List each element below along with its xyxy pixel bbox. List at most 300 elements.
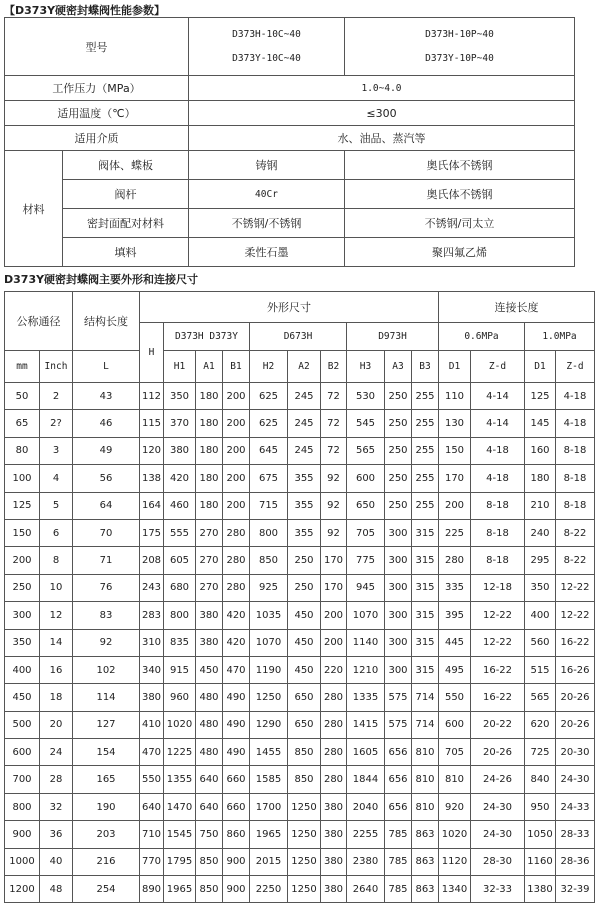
table-cell: 835 [164,629,196,656]
table-cell: 860 [223,821,250,848]
table-cell: 420 [164,465,196,492]
table-cell: 32-39 [556,876,595,903]
table-cell: 355 [288,519,321,546]
table-cell: 270 [196,574,223,601]
table-cell: 565 [347,437,385,464]
table-cell: 315 [412,656,439,683]
table-cell: 1585 [250,766,288,793]
table-cell: 280 [223,547,250,574]
model-stainless-steel [345,18,575,76]
table-cell: 420 [223,602,250,629]
table-cell: 600 [5,739,40,766]
table-cell: 200 [439,492,471,519]
table-cell: 200 [223,465,250,492]
material-row [5,151,575,180]
table-cell: 900 [223,876,250,903]
material-carbon: 40Cr [189,180,345,209]
table-cell: 450 [288,629,321,656]
material-stainless: 不锈钢/司太立 [345,209,575,238]
table-cell: 40 [40,848,73,875]
table-cell: 800 [5,793,40,820]
table-row [5,684,595,711]
table-cell: 16-22 [556,629,595,656]
table-cell: 950 [525,793,556,820]
table-cell: 300 [5,602,40,629]
table-cell: 8 [40,547,73,574]
table-cell: 1335 [347,684,385,711]
table-cell: 150 [5,519,40,546]
table-cell: 120 [140,437,164,464]
table-cell: 48 [40,876,73,903]
table-cell: 8-18 [471,547,525,574]
table-cell: 395 [439,602,471,629]
table-row [5,711,595,738]
table-cell: 900 [223,848,250,875]
column-header: D1 [439,351,471,383]
table-cell: 945 [347,574,385,601]
table-cell: 8-18 [556,492,595,519]
table-cell: 280 [223,574,250,601]
table-cell: 180 [196,437,223,464]
table-cell: 450 [288,656,321,683]
table-cell: 76 [73,574,140,601]
h-header: H [140,323,164,383]
table-cell: 925 [250,574,288,601]
pressure-header-0-6: 0.6MPa [439,323,525,351]
table-row [5,492,595,519]
table-row [5,602,595,629]
model-name: D373Y-10C~40 [232,52,301,64]
table-cell: 4 [40,465,73,492]
table-cell: 18 [40,684,73,711]
table-cell: 130 [439,410,471,437]
table-cell: 450 [5,684,40,711]
table-cell: 280 [223,519,250,546]
table-cell: 350 [525,574,556,601]
table-cell: 12-22 [471,629,525,656]
table-cell: 1070 [250,629,288,656]
table-cell: 450 [196,656,223,683]
table-cell: 1250 [288,821,321,848]
table-cell: 705 [347,519,385,546]
table-cell: 750 [196,821,223,848]
material-carbon: 柔性石墨 [189,238,345,267]
table-cell: 4-18 [471,437,525,464]
table-cell: 255 [412,465,439,492]
table-cell: 32 [40,793,73,820]
l-header: L [73,351,140,383]
table-cell: 165 [73,766,140,793]
table-cell: 12 [40,602,73,629]
table-cell: 810 [412,766,439,793]
table-cell: 4-18 [556,383,595,410]
column-header: H3 [347,351,385,383]
table-cell: 1250 [288,848,321,875]
table-cell: 490 [223,739,250,766]
table-cell: 220 [321,656,347,683]
table-row [5,410,595,437]
table-cell: 16-22 [471,684,525,711]
table-cell: 2380 [347,848,385,875]
table-cell: 420 [223,629,250,656]
table-row [5,656,595,683]
temperature-row [5,101,575,126]
table-cell: 890 [140,876,164,903]
table-cell: 1795 [164,848,196,875]
dimensions-table-title: D373Y硬密封蝶阀主要外形和连接尺寸 [4,273,199,286]
table-cell: 280 [439,547,471,574]
table-cell: 625 [250,410,288,437]
material-carbon: 铸钢 [189,151,345,180]
table-cell: 20-26 [471,739,525,766]
table-cell: 300 [385,656,412,683]
table-cell: 170 [321,547,347,574]
table-cell: 315 [412,629,439,656]
table-cell: 714 [412,711,439,738]
table-cell: 250 [385,492,412,519]
table-cell: 500 [5,711,40,738]
column-header: A3 [385,351,412,383]
table-cell: 645 [250,437,288,464]
table-cell: 1355 [164,766,196,793]
table-cell: 216 [73,848,140,875]
table-row [5,437,595,464]
table-cell: 1160 [525,848,556,875]
dimensions-table [4,291,595,903]
table-cell: 245 [288,437,321,464]
table-cell: 164 [140,492,164,519]
table-cell: 1545 [164,821,196,848]
table-cell: 920 [439,793,471,820]
table-cell: 380 [321,876,347,903]
table-cell: 490 [223,711,250,738]
medium-value: 水、油品、蒸汽等 [189,126,575,151]
table-cell: 4-18 [471,465,525,492]
table-cell: 350 [164,383,196,410]
table-cell: 300 [385,602,412,629]
table-cell: 12-22 [556,602,595,629]
temperature-label: 适用温度（℃） [5,101,189,126]
table-cell: 480 [196,684,223,711]
table-cell: 175 [140,519,164,546]
table-cell: 1605 [347,739,385,766]
column-header: B1 [223,351,250,383]
table-cell: 350 [5,629,40,656]
table-cell: 250 [5,574,40,601]
performance-table-title: 【D373Y硬密封蝶阀性能参数】 [4,4,166,17]
table-row [5,547,595,574]
table-cell: 24 [40,739,73,766]
table-cell: 1050 [525,821,556,848]
table-cell: 1844 [347,766,385,793]
table-cell: 203 [73,821,140,848]
table-cell: 575 [385,684,412,711]
table-cell: 92 [73,629,140,656]
table-cell: 380 [196,629,223,656]
table-cell: 1455 [250,739,288,766]
table-cell: 200 [223,437,250,464]
table-cell: 863 [412,876,439,903]
table-cell: 32-33 [471,876,525,903]
table-cell: 250 [385,437,412,464]
table-cell: 300 [385,629,412,656]
table-cell: 495 [439,656,471,683]
table-cell: 800 [250,519,288,546]
table-cell: 480 [196,711,223,738]
table-cell: 180 [525,465,556,492]
model-name: D373H-10P~40 [425,28,494,40]
table-cell: 150 [439,437,471,464]
table-cell: 180 [196,492,223,519]
table-cell: 315 [412,574,439,601]
table-cell: 863 [412,848,439,875]
model-carbon-steel [189,18,345,76]
table-cell: 12-22 [471,602,525,629]
table-cell: 380 [321,848,347,875]
table-cell: 1070 [347,602,385,629]
table-cell: 1020 [164,711,196,738]
table-cell: 92 [321,492,347,519]
table-cell: 960 [164,684,196,711]
table-cell: 24-30 [556,766,595,793]
table-cell: 255 [412,437,439,464]
table-cell: 208 [140,547,164,574]
table-row [5,848,595,875]
table-row [5,793,595,820]
material-row [5,238,575,267]
pressure-header-1-0: 1.0MPa [525,323,595,351]
table-cell: 115 [140,410,164,437]
table-cell: 355 [288,465,321,492]
table-cell: 1020 [439,821,471,848]
table-cell: 102 [73,656,140,683]
column-header: Z-d [556,351,595,383]
table-cell: 200 [223,492,250,519]
table-cell: 1380 [525,876,556,903]
table-cell: 70 [73,519,140,546]
table-cell: 145 [525,410,556,437]
table-cell: 380 [196,602,223,629]
table-cell: 640 [140,793,164,820]
table-cell: 71 [73,547,140,574]
table-cell: 170 [321,574,347,601]
column-header: H2 [250,351,288,383]
table-cell: 715 [250,492,288,519]
table-cell: 170 [439,465,471,492]
table-cell: 900 [5,821,40,848]
table-cell: 863 [412,821,439,848]
table-cell: 2040 [347,793,385,820]
table-cell: 700 [5,766,40,793]
table-cell: 16-26 [556,656,595,683]
column-header: A1 [196,351,223,383]
table-cell: 650 [288,711,321,738]
table-cell: 850 [196,876,223,903]
table-cell: 72 [321,383,347,410]
table-cell: 125 [525,383,556,410]
table-cell: 138 [140,465,164,492]
table-cell: 250 [288,574,321,601]
table-cell: 20-22 [471,711,525,738]
table-cell: 410 [140,711,164,738]
table-cell: 550 [439,684,471,711]
table-cell: 83 [73,602,140,629]
table-cell: 810 [439,766,471,793]
table-cell: 210 [525,492,556,519]
table-cell: 850 [288,766,321,793]
material-part: 密封面配对材料 [63,209,189,238]
table-cell: 8-18 [556,465,595,492]
table-cell: 335 [439,574,471,601]
dimensions-body [5,383,595,903]
temperature-value: ≤300 [189,101,575,126]
table-cell: 114 [73,684,140,711]
table-cell: 92 [321,465,347,492]
model-name: D373Y-10P~40 [425,52,494,64]
table-cell: 28-33 [556,821,595,848]
inch-header: Inch [40,351,73,383]
table-cell: 4-14 [471,410,525,437]
table-cell: 243 [140,574,164,601]
table-cell: 445 [439,629,471,656]
table-cell: 1965 [164,876,196,903]
table-cell: 100 [5,465,40,492]
table-cell: 850 [196,848,223,875]
table-cell: 315 [412,547,439,574]
medium-row [5,126,575,151]
face-length-header: 结构长度 [73,292,140,351]
table-cell: 180 [196,410,223,437]
table-cell: 4-18 [556,410,595,437]
table-cell: 12-18 [471,574,525,601]
table-cell: 555 [164,519,196,546]
table-cell: 4-14 [471,383,525,410]
table-cell: 154 [73,739,140,766]
table-row [5,519,595,546]
table-cell: 200 [223,410,250,437]
table-cell: 280 [321,739,347,766]
table-cell: 656 [385,739,412,766]
outer-dimensions-header: 外形尺寸 [140,292,439,323]
table-cell: 8-22 [556,547,595,574]
table-cell: 1340 [439,876,471,903]
pressure-row [5,76,575,101]
table-cell: 1200 [5,876,40,903]
table-cell: 675 [250,465,288,492]
table-cell: 1415 [347,711,385,738]
table-cell: 470 [140,739,164,766]
table-cell: 20-30 [556,739,595,766]
table-cell: 8-18 [471,492,525,519]
table-cell: 10 [40,574,73,601]
table-cell: 80 [5,437,40,464]
performance-table [4,17,575,267]
table-cell: 785 [385,821,412,848]
model-row [5,18,575,76]
table-cell: 46 [73,410,140,437]
model-label: 型号 [5,18,189,76]
table-cell: 28-36 [556,848,595,875]
table-cell: 245 [288,410,321,437]
table-cell: 255 [412,383,439,410]
table-cell: 380 [321,793,347,820]
nominal-diameter-header: 公称通径 [5,292,73,351]
column-header: B3 [412,351,439,383]
table-cell: 470 [223,656,250,683]
table-cell: 810 [412,793,439,820]
material-row [5,180,575,209]
table-cell: 620 [525,711,556,738]
table-cell: 64 [73,492,140,519]
table-cell: 49 [73,437,140,464]
table-cell: 24-30 [471,793,525,820]
table-row [5,383,595,410]
table-cell: 656 [385,766,412,793]
group-header-d973: D973H [347,323,439,351]
table-cell: 545 [347,410,385,437]
table-cell: 8-22 [556,519,595,546]
table-cell: 850 [250,547,288,574]
table-cell: 5 [40,492,73,519]
table-cell: 255 [412,410,439,437]
table-cell: 250 [385,465,412,492]
table-cell: 1035 [250,602,288,629]
material-part: 填料 [63,238,189,267]
table-cell: 50 [5,383,40,410]
table-cell: 92 [321,519,347,546]
table-cell: 340 [140,656,164,683]
table-cell: 775 [347,547,385,574]
table-cell: 1250 [288,876,321,903]
material-part: 阀体、蝶板 [63,151,189,180]
table-cell: 565 [525,684,556,711]
pressure-value: 1.0~4.0 [189,76,575,101]
table-cell: 625 [250,383,288,410]
table-cell: 400 [525,602,556,629]
group-header-d673: D673H [250,323,347,351]
table-cell: 800 [164,602,196,629]
table-cell: 270 [196,519,223,546]
pressure-label: 工作压力（MPa） [5,76,189,101]
table-cell: 24-26 [471,766,525,793]
table-cell: 850 [288,739,321,766]
table-cell: 72 [321,410,347,437]
table-cell: 200 [223,383,250,410]
table-cell: 460 [164,492,196,519]
table-cell: 300 [385,547,412,574]
table-cell: 2 [40,383,73,410]
table-cell: 656 [385,793,412,820]
table-cell: 250 [385,383,412,410]
table-cell: 705 [439,739,471,766]
table-cell: 24-33 [556,793,595,820]
table-cell: 310 [140,629,164,656]
table-cell: 1225 [164,739,196,766]
table-cell: 605 [164,547,196,574]
table-cell: 125 [5,492,40,519]
table-cell: 280 [321,684,347,711]
table-cell: 190 [73,793,140,820]
table-cell: 400 [5,656,40,683]
table-cell: 36 [40,821,73,848]
table-cell: 550 [140,766,164,793]
table-cell: 6 [40,519,73,546]
table-cell: 8-18 [556,437,595,464]
table-row [5,876,595,903]
table-cell: 450 [288,602,321,629]
table-cell: 56 [73,465,140,492]
table-cell: 770 [140,848,164,875]
